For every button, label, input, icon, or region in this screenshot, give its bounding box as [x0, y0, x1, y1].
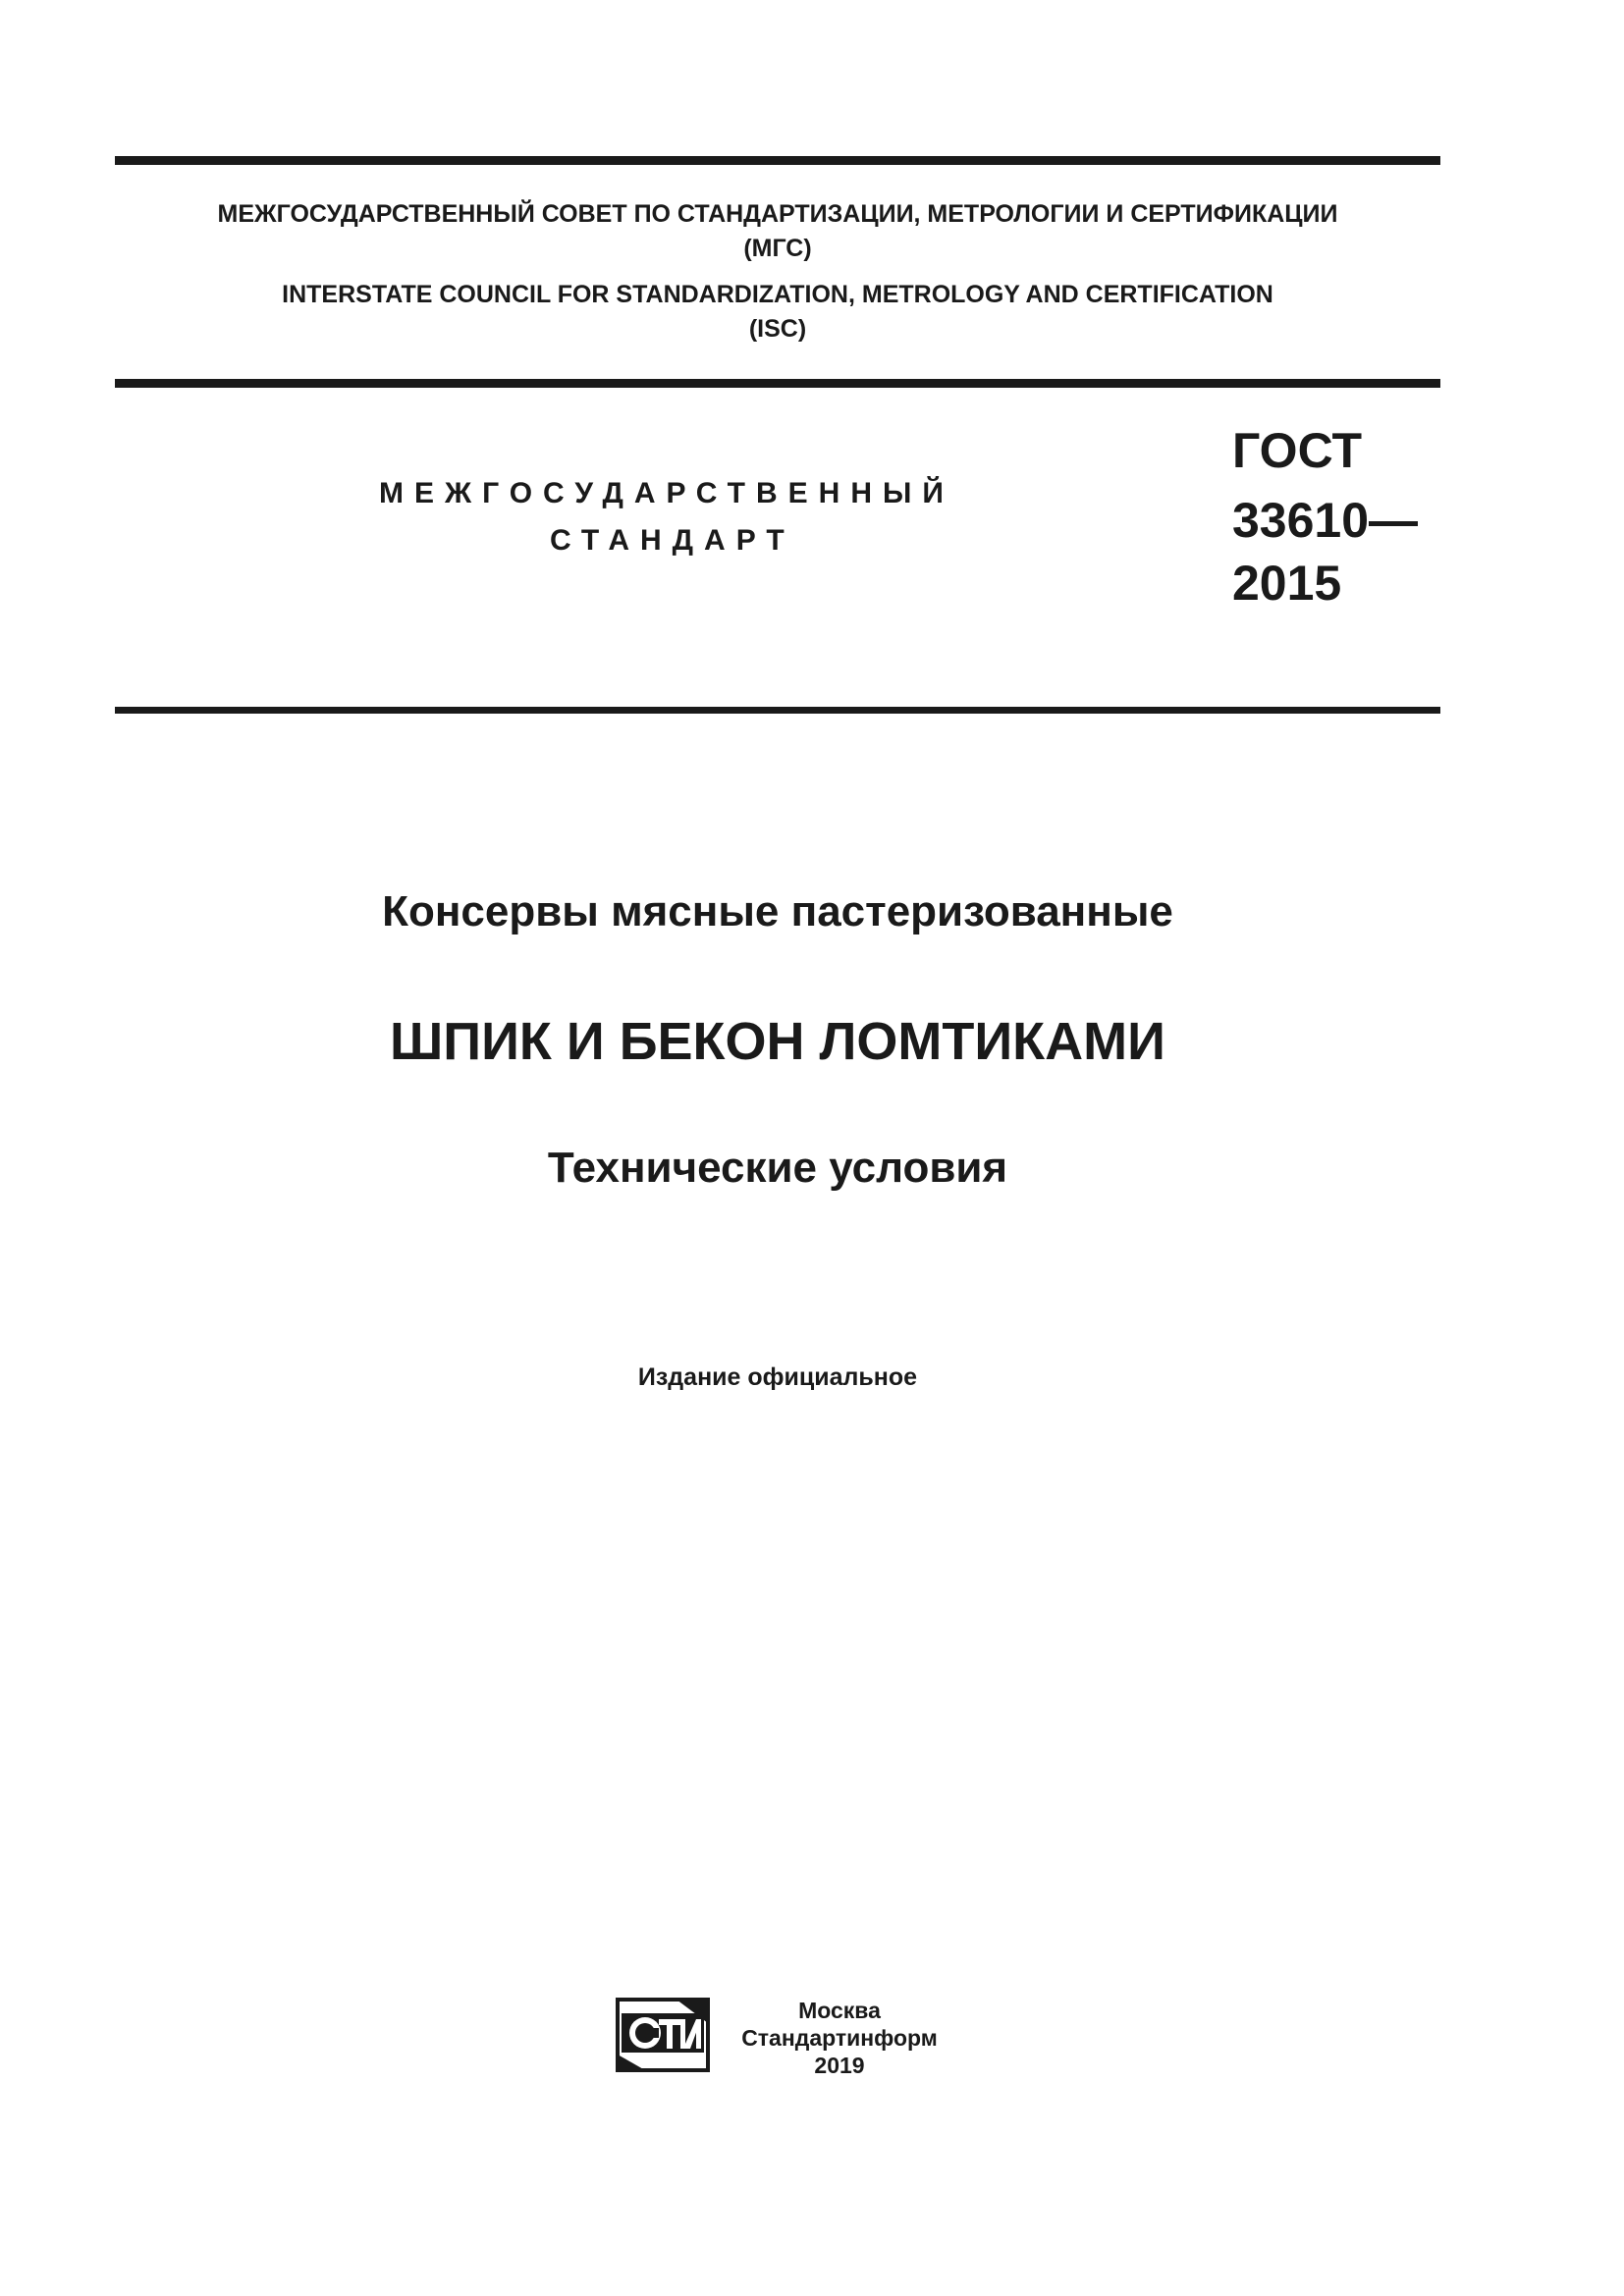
publisher-year: 2019 — [814, 2053, 865, 2078]
publisher-city: Москва — [798, 1998, 881, 2023]
gost-year: 2015 — [1232, 556, 1342, 611]
council-en-name: INTERSTATE COUNCIL FOR STANDARDIZATION, METROLOGY AND CERTIFICATION — [282, 281, 1273, 308]
standartinform-logo-icon — [616, 1998, 710, 2072]
document-title-main: ШПИК И БЕКОН ЛОМТИКАМИ — [390, 1012, 1165, 1071]
edition-note: Издание официальное — [637, 1363, 918, 1391]
document-subtitle: Технические условия — [547, 1144, 1008, 1192]
top-rule — [115, 156, 1440, 165]
standard-divider-rule — [115, 707, 1440, 714]
gost-prefix: ГОСТ — [1232, 423, 1362, 478]
council-ru-abbr: (МГС) — [743, 235, 812, 262]
council-en-abbr: (ISC) — [748, 315, 807, 343]
standard-type-line1: МЕЖГОСУДАРСТВЕННЫЙ — [379, 477, 954, 509]
gost-number: 33610— — [1232, 493, 1419, 548]
header-divider-rule — [115, 379, 1440, 388]
document-title-line1: Консервы мясные пастеризованные — [382, 887, 1173, 935]
council-ru-name: МЕЖГОСУДАРСТВЕННЫЙ СОВЕТ ПО СТАНДАРТИЗАЦИИ, МЕТРОЛОГИИ И СЕРТИФИКАЦИИ — [217, 200, 1338, 228]
publisher-name: Стандартинформ — [741, 2025, 938, 2051]
standard-type-line2: СТАНДАРТ — [550, 524, 795, 557]
